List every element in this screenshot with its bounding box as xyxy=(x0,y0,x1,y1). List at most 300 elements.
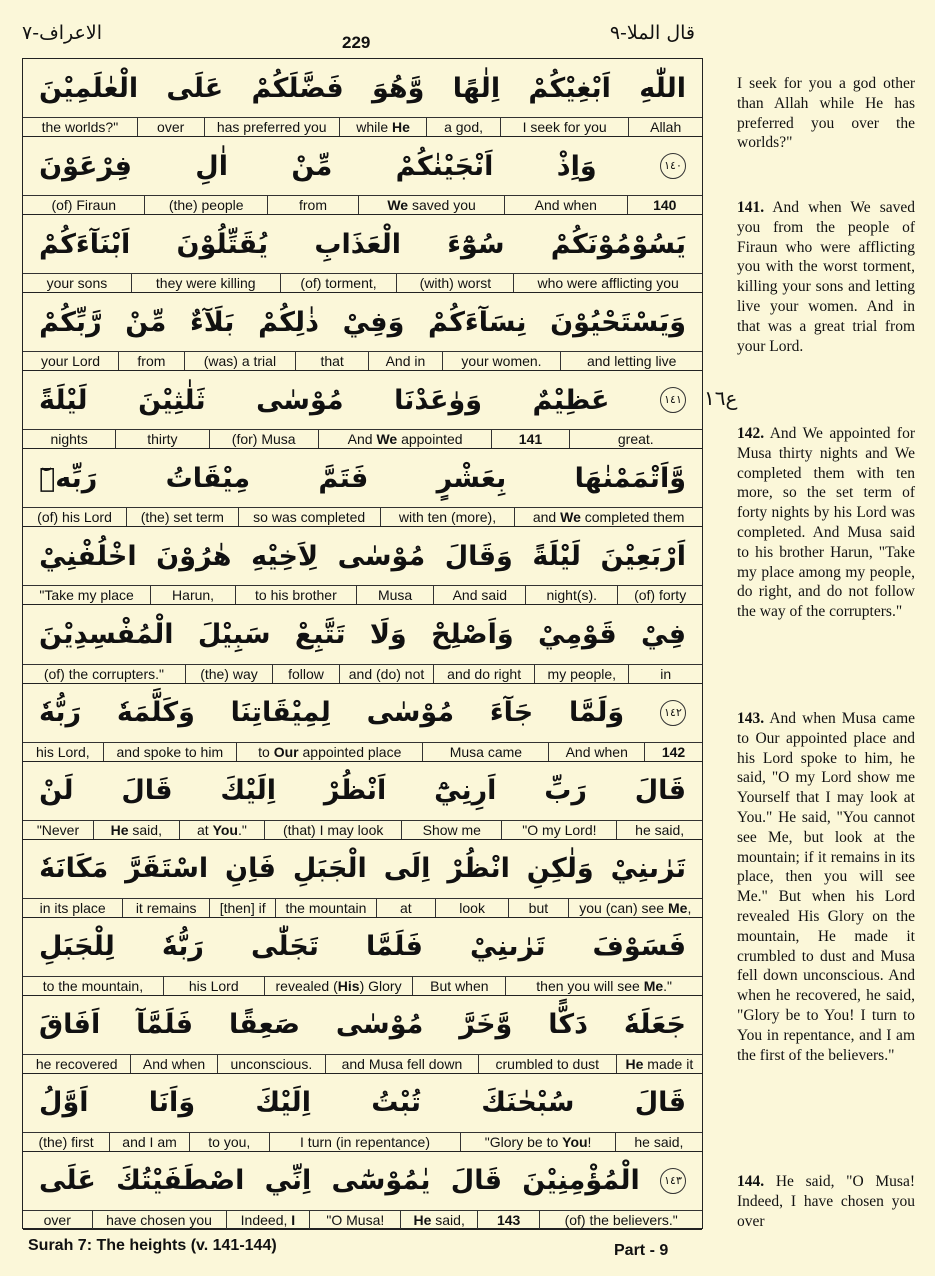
gloss-text: Allah xyxy=(650,119,682,136)
verse-line xyxy=(23,1152,702,1230)
verse-text: He said, "O Musa! Indeed, I have chosen you over xyxy=(737,1173,916,1230)
arabic-word: الْعٰلَمِيْنَ xyxy=(39,72,139,104)
gloss-cell xyxy=(23,352,118,370)
gloss-cell xyxy=(568,899,702,917)
arabic-word: سُبْحٰنَكَ xyxy=(481,1087,575,1119)
arabic-word: يَسُوْمُوْنَكُمْ xyxy=(550,228,686,260)
english-gloss-line xyxy=(23,1054,702,1074)
gloss-text: at xyxy=(400,899,412,916)
gloss-cell xyxy=(130,1055,216,1073)
gloss-cell xyxy=(412,977,505,995)
verse-line xyxy=(23,996,702,1074)
verse-text: And when Musa came to Our appointed place and his Lord spoke to him, he said, "O my Lord show me Yourself that I may look at You." He said, "You cannot see Me, but look at the mountain; if it remains in its place, then you will see Me." But when his Lord revealed His Glory on the mountain, He made it crumbled to dust and Musa fell down unconscious. And when he recovered, he said, "Glory be to You! I turn to You in repentance, and I am the first of the believers." xyxy=(737,710,915,1064)
gloss-text: (the) first xyxy=(38,1133,94,1150)
gloss-text: And xyxy=(347,431,377,448)
gloss-text: and do right xyxy=(447,665,522,682)
gloss-text: that xyxy=(320,353,344,370)
gloss-cell xyxy=(126,508,238,526)
gloss-cell xyxy=(23,665,185,683)
gloss-cell xyxy=(569,430,702,448)
arabic-word: لِاَخِيْهِ xyxy=(251,540,319,572)
arabic-word: فَلَمَّا xyxy=(366,931,423,963)
arabic-word: يُقَتِّلُوْنَ xyxy=(176,228,269,260)
verse-line xyxy=(23,137,702,215)
gloss-cell xyxy=(513,274,702,292)
arabic-word: وَلٰكِنِ xyxy=(526,853,594,885)
english-gloss-line xyxy=(23,820,702,840)
gloss-text: And when xyxy=(142,1055,206,1072)
verse-text: And We appointed for Musa thirty nights and We completed them with ten more, so the set term of forty nights by his Lord was completed. And Musa said to his brother Harun, "Take my place among my people, do right, and do not follow the way of the corrupters." xyxy=(737,425,915,621)
gloss-emphasis: 141 xyxy=(518,431,543,448)
arabic-word: وَاَصْلِحْ xyxy=(431,618,514,650)
gloss-text: in xyxy=(660,665,672,682)
arabic-word: وَاِذْ xyxy=(556,150,597,182)
arabic-line xyxy=(23,1074,702,1132)
verse-line xyxy=(23,605,702,683)
gloss-cell xyxy=(23,430,115,448)
arabic-word: اِلٰهًا xyxy=(452,72,501,104)
gloss-text: over xyxy=(43,1211,71,1228)
gloss-cell xyxy=(264,977,413,995)
verse-line xyxy=(23,293,702,371)
gloss-cell xyxy=(137,118,204,136)
arabic-word: اخْلُفْنِيْ xyxy=(39,540,137,572)
gloss-text: night(s). xyxy=(546,587,598,604)
gloss-cell xyxy=(400,1211,477,1229)
word-by-word-grid xyxy=(22,58,703,1229)
footer-surah-title: Surah 7: The heights (v. 141-144) xyxy=(28,1237,277,1254)
verse-line xyxy=(23,449,702,527)
gloss-text: (was) a trial xyxy=(203,353,277,370)
gloss-cell xyxy=(401,821,501,839)
arabic-word: قَالَ xyxy=(634,1087,686,1119)
translation-verse-144 xyxy=(737,1172,915,1231)
arabic-word: سُوْٓءَ xyxy=(447,228,505,260)
gloss-text: (the) people xyxy=(168,197,244,214)
english-gloss-line xyxy=(23,664,702,684)
gloss-emphasis: He xyxy=(413,1211,432,1228)
gloss-text: while xyxy=(356,119,393,136)
gloss-cell xyxy=(184,352,295,370)
gloss-cell xyxy=(534,665,628,683)
arabic-line xyxy=(23,59,702,117)
gloss-text: made it xyxy=(643,1055,694,1072)
gloss-cell xyxy=(504,196,626,214)
arabic-line xyxy=(23,918,702,976)
gloss-cell xyxy=(209,430,318,448)
gloss-emphasis: I xyxy=(291,1211,296,1228)
gloss-text: my people, xyxy=(547,665,617,682)
gloss-text: who were afflicting you xyxy=(537,275,679,292)
gloss-text: have chosen you xyxy=(106,1211,212,1228)
verse-line xyxy=(23,527,702,605)
gloss-text: (of) the corrupters." xyxy=(43,665,164,682)
gloss-text: "O Musa! xyxy=(326,1211,385,1228)
arabic-word: وَوٰعَدْنَا xyxy=(394,384,483,416)
english-gloss-line xyxy=(23,585,702,605)
arabic-word: اَرِنِيْٓ xyxy=(434,775,497,807)
ayah-end-marker: ١٤٢ xyxy=(660,700,686,726)
arabic-word: اَنْظُرْ xyxy=(323,775,387,807)
gloss-cell xyxy=(226,1211,310,1229)
translation-verse-141 xyxy=(737,198,915,356)
gloss-emphasis: We xyxy=(387,197,409,214)
arabic-word: قَالَ xyxy=(634,775,686,807)
arabic-line xyxy=(23,371,702,429)
header-surah-title: الاعراف-٧ xyxy=(22,22,102,44)
arabic-word: رَبِّهٖٓ xyxy=(39,462,98,494)
arabic-word: بِعَشْرٍ xyxy=(436,462,507,494)
gloss-text: And in xyxy=(385,353,426,370)
english-gloss-line xyxy=(23,429,702,449)
arabic-word: مِّنْ xyxy=(125,306,167,338)
gloss-text: (of) forty xyxy=(634,587,687,604)
gloss-text: I turn (in repentance) xyxy=(300,1133,430,1150)
gloss-cell xyxy=(267,196,358,214)
gloss-text: from xyxy=(299,197,327,214)
gloss-text: he said, xyxy=(634,1133,684,1150)
gloss-cell xyxy=(217,1055,325,1073)
ayah-end-marker: ١٤٠ xyxy=(660,153,686,179)
arabic-word: نِسَآءَكُمْ xyxy=(428,306,527,338)
gloss-cell xyxy=(616,1055,702,1073)
arabic-word: وَاَنَا xyxy=(148,1087,196,1119)
gloss-text: ! xyxy=(587,1133,592,1150)
gloss-text: appointed xyxy=(397,431,463,448)
gloss-cell xyxy=(131,274,280,292)
gloss-cell xyxy=(376,899,435,917)
arabic-word: الْعَذَابِ xyxy=(314,228,401,260)
arabic-word: اَوَّلُ xyxy=(39,1087,89,1119)
gloss-text: nights xyxy=(50,431,88,448)
arabic-word: سَبِيْلَ xyxy=(197,618,271,650)
verse-text: And when We saved you from the people of Firaun who were afflicting you with the worst torment, killing your sons and letting live your women. And in that was a great trial from your Lord. xyxy=(737,199,916,355)
gloss-text: a god, xyxy=(444,119,484,136)
gloss-cell xyxy=(209,899,275,917)
gloss-text: the worlds?" xyxy=(41,119,119,136)
arabic-word: تَرٰىنِيْ xyxy=(470,931,546,963)
arabic-word: اِنِّي xyxy=(264,1165,312,1197)
gloss-text: (of) his Lord xyxy=(37,509,112,526)
gloss-text: and letting live xyxy=(586,353,677,370)
arabic-line xyxy=(23,996,702,1054)
arabic-word: فَضَّلَكُمْ xyxy=(251,72,344,104)
gloss-text: look xyxy=(459,899,485,916)
gloss-cell xyxy=(179,821,265,839)
gloss-emphasis: He xyxy=(392,119,410,136)
verse-line xyxy=(23,1074,702,1152)
gloss-text: you (can) see xyxy=(579,899,668,916)
arabic-word: وَكَلَّمَهٗ xyxy=(116,697,195,729)
verse-number: 143. xyxy=(737,710,765,727)
gloss-text: his Lord xyxy=(188,977,239,994)
gloss-text: "Never xyxy=(36,821,80,838)
gloss-emphasis: His xyxy=(337,977,360,994)
gloss-cell xyxy=(501,821,616,839)
arabic-word: مَكَانَهٗ xyxy=(39,853,109,885)
gloss-text: at xyxy=(196,821,213,838)
gloss-cell xyxy=(318,430,492,448)
arabic-word: مِيْقَاتُ xyxy=(165,462,251,494)
gloss-cell xyxy=(23,1133,109,1151)
arabic-word: لَنْ xyxy=(39,775,74,807)
gloss-text: [then] if xyxy=(219,899,266,916)
gloss-text: appointed place xyxy=(298,743,402,760)
gloss-text: (the) way xyxy=(200,665,258,682)
gloss-text: (of) the believers." xyxy=(564,1211,678,1228)
gloss-text: said, xyxy=(128,821,162,838)
arabic-word: اِلَى xyxy=(383,853,431,885)
english-gloss-line xyxy=(23,507,702,527)
gloss-cell xyxy=(23,743,103,761)
arabic-word: فَلَمَّآ xyxy=(136,1009,194,1041)
gloss-cell xyxy=(236,743,422,761)
gloss-emphasis: Our xyxy=(273,743,299,760)
gloss-cell xyxy=(23,118,137,136)
arabic-word: لَيْلَةً xyxy=(39,384,88,416)
gloss-cell xyxy=(295,352,368,370)
english-gloss-line xyxy=(23,1210,702,1230)
verse-line xyxy=(23,840,702,918)
arabic-word: الْجَبَلِ xyxy=(292,853,367,885)
arabic-word: وَلَا xyxy=(369,618,407,650)
arabic-word: فَاِنِ xyxy=(225,853,276,885)
gloss-text: "Take my place xyxy=(39,587,134,604)
gloss-cell xyxy=(422,743,548,761)
verse-number: 141. xyxy=(737,199,765,216)
gloss-cell xyxy=(339,665,433,683)
arabic-word: مُوْسٰى xyxy=(335,1009,424,1041)
gloss-text: "Glory be to xyxy=(484,1133,563,1150)
arabic-line xyxy=(23,527,702,585)
ayah-end-marker: ١٤٣ xyxy=(660,1168,686,1194)
arabic-word: اسْتَقَرَّ xyxy=(125,853,209,885)
arabic-word: مِّنْ xyxy=(291,150,333,182)
gloss-cell xyxy=(264,821,401,839)
gloss-text: your Lord xyxy=(40,353,101,370)
gloss-cell xyxy=(118,352,184,370)
arabic-word: وَّهُوَ xyxy=(371,72,425,104)
page-number: 229 xyxy=(342,33,371,52)
verse-line xyxy=(23,762,702,840)
arabic-word: وَيَسْتَحْيُوْنَ xyxy=(550,306,686,338)
arabic-word: جَعَلَهٗ xyxy=(623,1009,686,1041)
gloss-cell xyxy=(617,586,702,604)
gloss-cell xyxy=(628,665,702,683)
gloss-cell xyxy=(368,352,441,370)
gloss-text: thirty xyxy=(147,431,178,448)
arabic-word: قَوْمِيْ xyxy=(538,618,617,650)
ruku-marker: ع١٦ xyxy=(704,386,738,410)
english-gloss-line xyxy=(23,976,702,996)
gloss-cell xyxy=(23,821,93,839)
arabic-line xyxy=(23,293,702,351)
gloss-text: but xyxy=(528,899,549,916)
gloss-emphasis: 142 xyxy=(661,743,686,760)
gloss-cell xyxy=(616,821,702,839)
gloss-cell xyxy=(269,1133,461,1151)
ayah-end-marker: ١٤١ xyxy=(660,387,686,413)
translation-verse-140-end: I seek for you a god other than Allah while He has preferred you over the worlds?" xyxy=(737,75,915,152)
gloss-text: , xyxy=(687,899,692,916)
gloss-text: And when xyxy=(565,743,628,760)
arabic-word: اِلَيْكَ xyxy=(255,1087,311,1119)
gloss-emphasis: We xyxy=(376,431,398,448)
gloss-cell xyxy=(560,352,702,370)
gloss-cell xyxy=(435,899,508,917)
gloss-text: over xyxy=(157,119,185,136)
english-gloss-line xyxy=(23,195,702,215)
gloss-text: his Lord, xyxy=(35,743,90,760)
arabic-line xyxy=(23,215,702,273)
gloss-cell xyxy=(339,118,426,136)
gloss-text: And said xyxy=(452,587,508,604)
arabic-word: انْظُرْ xyxy=(447,853,510,885)
english-gloss-line xyxy=(23,117,702,137)
arabic-word: صَعِقًا xyxy=(229,1009,300,1041)
arabic-word: تَتَّبِعْ xyxy=(294,618,346,650)
arabic-word: فِيْ xyxy=(641,618,686,650)
gloss-cell xyxy=(144,196,266,214)
gloss-text: said, xyxy=(431,1211,465,1228)
arabic-line xyxy=(23,762,702,820)
gloss-text: follow xyxy=(288,665,324,682)
gloss-cell xyxy=(103,743,236,761)
gloss-text: your women. xyxy=(461,353,542,370)
gloss-cell xyxy=(204,118,339,136)
verse-line xyxy=(23,918,702,996)
arabic-word: اَبْنَآءَكُمْ xyxy=(39,228,131,260)
verse-line xyxy=(23,371,702,449)
arabic-word: دَكًّا xyxy=(548,1009,588,1041)
gloss-cell xyxy=(238,508,380,526)
gloss-cell xyxy=(23,586,150,604)
arabic-word: بَلَآءٌ xyxy=(189,306,235,338)
english-gloss-line xyxy=(23,1132,702,1152)
gloss-cell xyxy=(115,430,208,448)
arabic-word: مُوْسٰى xyxy=(337,540,426,572)
gloss-cell xyxy=(185,665,272,683)
gloss-text: and spoke to him xyxy=(116,743,224,760)
gloss-cell xyxy=(358,196,504,214)
arabic-word: اللّٰهِ xyxy=(639,72,686,104)
gloss-text: (for) Musa xyxy=(231,431,296,448)
gloss-emphasis: Me xyxy=(643,977,664,994)
gloss-text: to his brother xyxy=(255,587,337,604)
gloss-text: great. xyxy=(617,431,654,448)
gloss-text: revealed ( xyxy=(275,977,338,994)
gloss-cell xyxy=(122,899,209,917)
gloss-cell xyxy=(280,274,397,292)
gloss-text: with ten (more), xyxy=(398,509,497,526)
arabic-word: ثَلٰثِيْنَ xyxy=(138,384,206,416)
gloss-text: Indeed, xyxy=(240,1211,292,1228)
arabic-word: وَفِيْ xyxy=(342,306,405,338)
arabic-word: اصْطَفَيْتُكَ xyxy=(116,1165,245,1197)
gloss-cell xyxy=(478,1055,616,1073)
gloss-text: (the) set term xyxy=(140,509,224,526)
gloss-cell xyxy=(163,977,264,995)
gloss-text: But when xyxy=(430,977,489,994)
gloss-cell xyxy=(426,118,500,136)
header-juz-title: قال الملا-٩ xyxy=(609,22,695,44)
gloss-text: and xyxy=(532,509,561,526)
gloss-cell xyxy=(539,1211,702,1229)
arabic-line xyxy=(23,684,702,742)
gloss-emphasis: Me xyxy=(667,899,688,916)
gloss-cell xyxy=(309,1211,400,1229)
gloss-text: Musa came xyxy=(449,743,523,760)
gloss-text: "O my Lord! xyxy=(522,821,597,838)
gloss-cell xyxy=(23,508,126,526)
arabic-word: يٰمُوْسٰٓى xyxy=(331,1165,431,1197)
gloss-cell xyxy=(491,430,568,448)
arabic-word: تَجَلّٰى xyxy=(251,931,319,963)
footer-part-number: Part - 9 xyxy=(614,1242,669,1259)
gloss-cell xyxy=(514,508,702,526)
gloss-text: they were killing xyxy=(155,275,256,292)
gloss-text: and I am xyxy=(122,1133,177,1150)
arabic-word: تُبْتُ xyxy=(371,1087,421,1119)
arabic-word: اَنْجَيْنٰكُمْ xyxy=(395,150,494,182)
arabic-line xyxy=(23,1152,702,1210)
arabic-word: مُوْسٰى xyxy=(256,384,344,416)
verse-line xyxy=(23,59,702,137)
gloss-text: to xyxy=(258,743,274,760)
gloss-text: he recovered xyxy=(35,1055,118,1072)
arabic-word: مُوْسٰى xyxy=(366,697,455,729)
gloss-text: Musa xyxy=(377,587,413,604)
gloss-cell xyxy=(627,196,702,214)
gloss-text: And when xyxy=(534,197,597,214)
arabic-word: قَالَ xyxy=(450,1165,503,1197)
arabic-word: اَرْبَعِيْنَ xyxy=(600,540,686,572)
gloss-text: the mountain xyxy=(285,899,367,916)
arabic-word: رَبُّهٗ xyxy=(39,697,82,729)
gloss-text: crumbled to dust xyxy=(495,1055,600,1072)
gloss-cell xyxy=(23,274,131,292)
arabic-word: اٰلِ xyxy=(195,150,228,182)
gloss-cell xyxy=(548,743,644,761)
gloss-text: then you will see xyxy=(536,977,644,994)
gloss-cell xyxy=(508,899,567,917)
gloss-cell xyxy=(525,586,617,604)
arabic-word: فَتَمَّ xyxy=(318,462,369,494)
arabic-line xyxy=(23,840,702,898)
gloss-text: and (do) not xyxy=(348,665,425,682)
arabic-word: اَبْغِيْكُمْ xyxy=(528,72,611,104)
arabic-word: لَيْلَةً xyxy=(532,540,581,572)
gloss-cell xyxy=(23,977,163,995)
gloss-cell xyxy=(92,1211,226,1229)
english-gloss-line xyxy=(23,742,702,762)
gloss-cell xyxy=(433,586,525,604)
arabic-word: قَالَ xyxy=(121,775,173,807)
gloss-text: to the mountain, xyxy=(42,977,144,994)
gloss-text: (with) worst xyxy=(419,275,492,292)
gloss-text: saved you xyxy=(408,197,476,214)
gloss-cell xyxy=(235,586,356,604)
gloss-cell xyxy=(189,1133,269,1151)
gloss-text: Show me xyxy=(422,821,481,838)
gloss-text: Harun, xyxy=(172,587,215,604)
gloss-text: ." xyxy=(663,977,672,994)
arabic-word: الْمُفْسِدِيْنَ xyxy=(39,618,174,650)
arabic-word: تَرٰىنِيْ xyxy=(610,853,686,885)
gloss-cell xyxy=(505,977,702,995)
arabic-word: وَلَمَّا xyxy=(569,697,625,729)
gloss-text: I seek for you xyxy=(522,119,607,136)
